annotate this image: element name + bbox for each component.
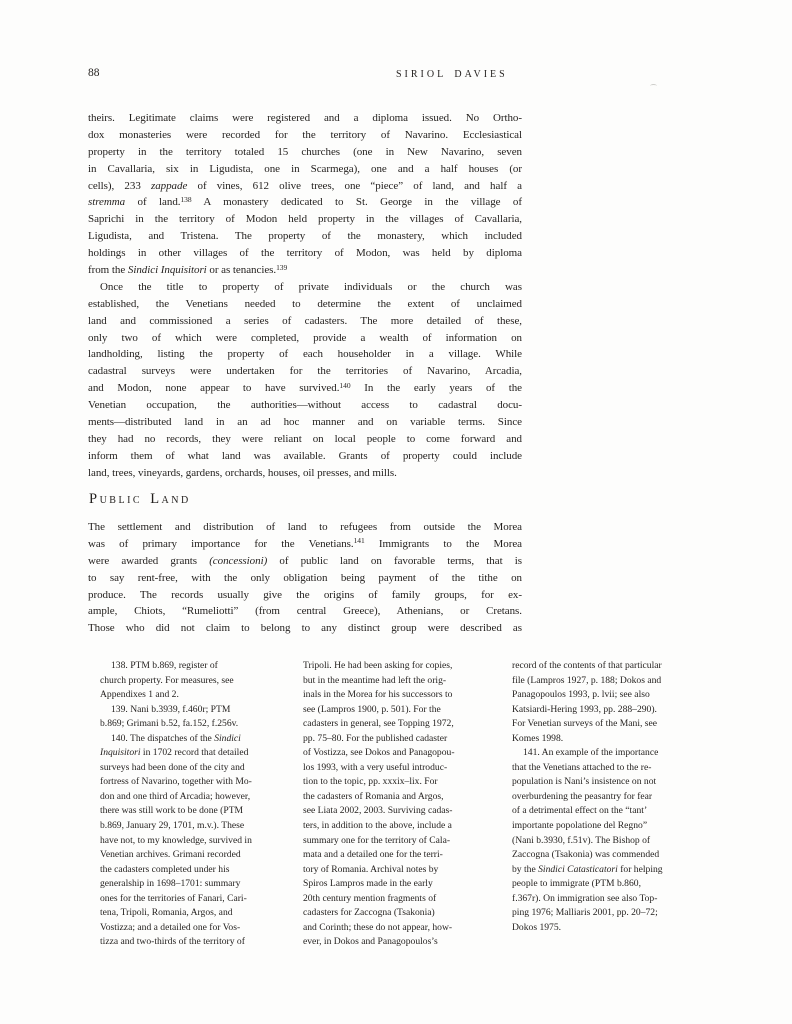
text-line: ones for the territories of Fanari, Cari- [100,892,247,904]
text-line: generalship in 1698–1701: summary [100,878,241,890]
text-line: produce. The records usually give the origins of family groups, for ex- [88,588,522,601]
paragraph-1 [88,110,522,279]
text-line: see Liata 2002, 2003. Surviving cadas- [303,805,453,817]
text-line: people to immigrate (PTM b.860, [512,878,641,890]
text-line: b.869; Grimani b.52, fa.152, f.256v. [100,718,239,730]
text-line: inals in the Morea for his successors to [303,689,453,701]
text-line: tizza and two-thirds of the territory of [100,936,245,948]
text-line: by the Sindici Catasticatori for helping [512,863,663,875]
text-line: Once the title to property of private individuals or the church was [100,280,522,293]
text-line: Panagopoulos 1993, p. lvii; see also [512,689,650,701]
text-line: ping 1976; Malliaris 2001, pp. 20–72; [512,907,658,919]
text-line: have not, to my knowledge, survived in [100,834,252,846]
text-line: (Nani b.3930, f.51v). The Bishop of [512,834,651,846]
text-line: cadasters for Zaccogna (Tsakonia) [303,907,435,919]
text-line: Ligudista, and Tristena. The property of the monastery, which included [88,230,522,243]
text-line: see (Lampros 1900, p. 501). For the [303,703,441,715]
paragraph-2 [88,279,522,482]
text-line: dox monasteries were recorded for the territory of Navarino. Ecclesiastical [88,128,522,141]
text-line: Spiros Lampros made in the early [303,878,433,890]
text-line: tena, Tripoli, Romania, Argos, and [100,907,233,919]
text-line: 139. Nani b.3939, f.460r; PTM [111,703,231,715]
scan-artifact [650,84,657,88]
text-line: overburdening the peasantry for fear [512,790,653,802]
paragraph-3 [88,519,522,637]
text-line: tion to the topic, pp. xxxix–lix. For [303,776,438,788]
text-line: land and commissioned a series of cadasters. The more detailed of these, [88,314,522,327]
text-line: property in the territory totaled 15 churches (one in New Navarino, seven [88,145,522,158]
text-line: 20th century mention fragments of [303,892,437,904]
text-line: summary one for the territory of Cala- [303,834,451,846]
text-line: Those who did not claim to belong to any distinct group were described as [88,622,522,635]
text-line: established, the Venetians needed to determine the extent of unclaimed [88,297,522,310]
text-line: b.869, January 29, 1701, m.v.). These [100,820,245,832]
footnote-column-2 [303,659,503,950]
text-line: land, trees, vineyards, gardens, orchards, houses, oil presses, and mills. [88,466,397,479]
text-line: to say rent-free, with the only obligation being payment of the tithe on [88,571,522,584]
text-line: 140. The dispatches of the Sindici [111,732,241,744]
text-line: the cadasters of Romania and Argos, [303,790,444,802]
section-heading: Public Land [89,491,191,507]
text-line: only two of which were completed, provide a wealth of information on [88,331,522,344]
text-line: church property. For measures, see [100,674,234,686]
text-line: Dokos 1975. [512,921,562,933]
text-line: ments—distributed land in an ad hoc manner and on variable terms. Since [88,416,522,429]
text-line: of Vostizza, see Dokos and Panagopou- [303,747,455,759]
text-line: ample, Chiots, “Rumeliotti” (from central Greece), Athenians, or Cretans. [88,605,522,618]
text-line: don and one third of Arcadia; however, [100,790,251,802]
text-line: ters, in addition to the above, include a [303,820,452,832]
text-line: Komes 1998. [512,732,564,744]
text-line: and Corinth; these do not appear, how- [303,921,453,933]
text-line: inform them of what land was available. Grants of property could include [88,449,522,462]
text-line: Venetian occupation, the authorities—without access to cadastral docu- [88,399,522,412]
text-line: that the Venetians attached to the re- [512,761,652,773]
text-line: Katsiardi-Hering 1993, pp. 288–290). [512,703,657,715]
main-text-block [88,110,522,482]
text-line: population is Nani’s insistence on not [512,776,657,788]
text-line: 138. PTM b.869, register of [111,660,218,671]
text-line: theirs. Legitimate claims were registered and a diploma issued. No Ortho- [88,112,522,124]
text-line: was of primary importance for the Venetians.$^{141}$ Immigrants to the Morea [88,536,523,550]
text-line: mata and a detailed one for the terri- [303,849,443,861]
text-line: tory of Romania. Archival notes by [303,863,439,875]
text-line: holdings in other villages of the territory of Modon, was held by diploma [88,247,522,260]
text-line: los 1993, with a very useful introduc- [303,761,448,773]
text-line: record of the contents of that particular [512,660,662,671]
text-line: there was still work to be done (PTM [100,805,244,817]
text-line: For Venetian surveys of the Mani, see [512,718,658,730]
text-line: the cadasters completed under his [100,863,230,875]
section-text-block [88,519,522,637]
text-line: of a detrimental effect on the “tant’ [512,805,648,817]
text-line: importante popolatione del Regno” [512,820,648,832]
text-line: fortress of Navarino, together with Mo- [100,776,252,788]
running-head: SIRIOL DAVIES [396,69,508,80]
footnote-column-1 [100,659,300,950]
text-line: Tripoli. He had been asking for copies, [303,660,453,671]
text-line: were awarded grants (concessioni) of public land on favorable terms, that is [88,554,522,567]
text-line: Venetian archives. Grimani recorded [100,849,241,861]
text-line: cells), 233 zappade of vines, 612 olive trees, one “piece” of land, and half a [88,179,522,192]
text-line: The settlement and distribution of land to refugees from outside the Morea [88,521,522,533]
text-line: pp. 75–80. For the published cadaster [303,732,448,744]
page-number: 88 [88,67,100,79]
footnote-column-3 [512,659,712,935]
text-line: in Cavallaria, six in Ligudista, one in Scarmega), one and a half houses (or [88,162,522,175]
text-line: landholding, listing the property of each householder in a village. While [88,348,522,361]
text-line: cadasters in general, see Topping 1972, [303,718,454,730]
text-line: f.367r). On immigration see also Top- [512,892,658,904]
text-line: Saprichi in the territory of Modon held property in the villages of Cavallaria, [88,213,522,226]
text-line: cadastral surveys were undertaken for the territories of Navarino, Arcadia, [88,365,522,378]
text-line: Zaccogna (Tsakonia) was commended [512,849,660,861]
text-line: stremma of land.$^{138}$ A monastery dedicated to St. George in the village of [88,194,522,209]
text-line: and Modon, none appear to have survived.$^{140}$ In the early years of the [88,380,522,395]
text-line: from the Sindici Inquisitori or as tenancies.$^{139}$ [88,262,288,277]
text-line: ever, in Dokos and Panagopoulos’s [303,936,438,948]
text-line: surveys had been done of the city and [100,761,245,773]
text-line: Inquisitori in 1702 record that detailed [100,747,249,759]
text-line: they had no records, they were reliant on local people to come forward and [88,432,522,445]
text-line: Appendixes 1 and 2. [100,689,179,701]
text-line: file (Lampros 1927, p. 188; Dokos and [512,674,662,686]
text-line: Vostizza; and a detailed one for Vos- [100,921,241,933]
text-line: 141. An example of the importance [523,747,659,759]
text-line: but in the meantime had left the orig- [303,674,447,686]
